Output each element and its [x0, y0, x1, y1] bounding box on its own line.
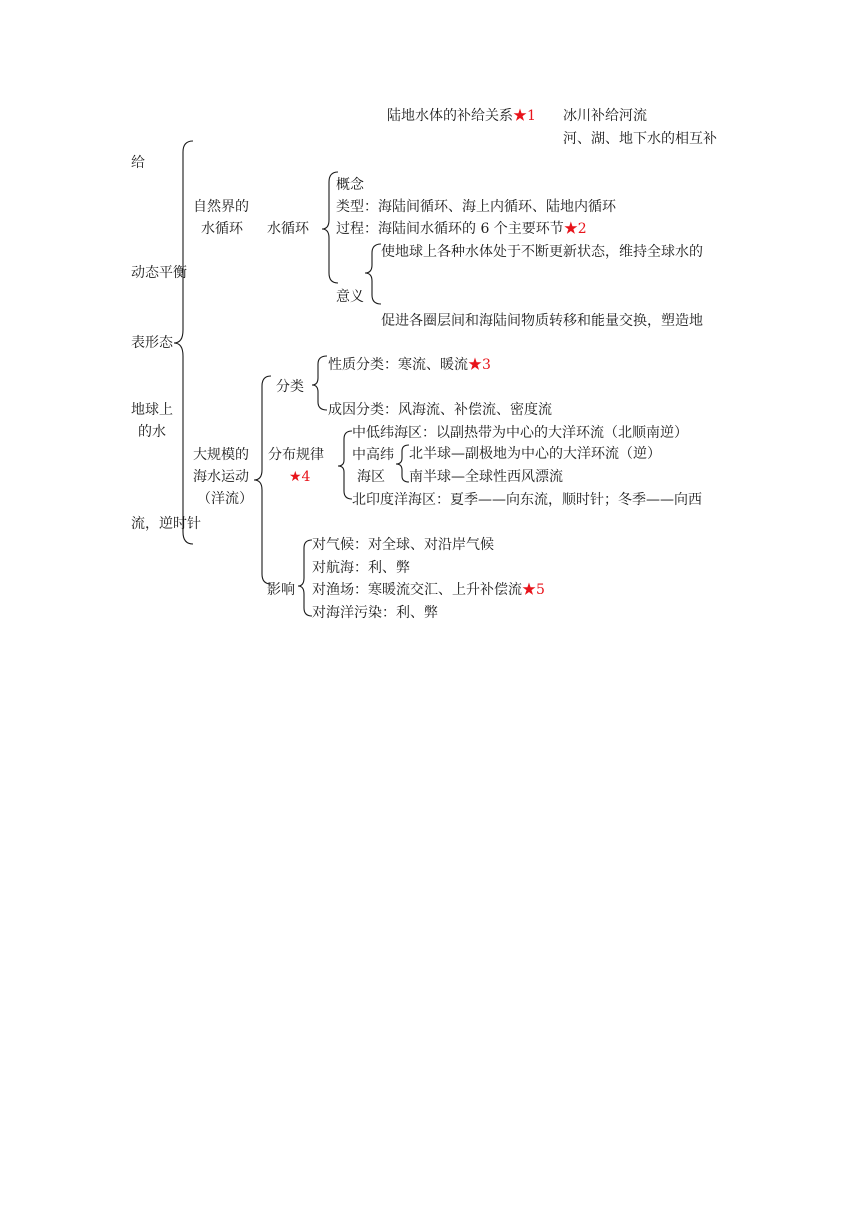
- mid-high-latitude-label: 中高纬: [352, 447, 394, 463]
- supply-relation-title: 陆地水体的补给关系★1: [387, 108, 536, 124]
- mutual-supply-text: 河、湖、地下水的相互补: [563, 131, 717, 147]
- star-marker-2: ★2: [563, 221, 587, 237]
- distribution-label: 分布规律: [268, 447, 324, 463]
- classify-label: 分类: [276, 379, 304, 395]
- low-latitude-item: 中低纬海区：以副热带为中心的大洋环流（北顺南逆）: [352, 425, 688, 441]
- navigation-impact-item: 对航海：利、弊: [312, 560, 410, 576]
- cause-classify-item: 成因分类：风海流、补偿流、密度流: [328, 402, 552, 418]
- impact-brace: [298, 540, 312, 616]
- ocean-label-2: 海水运动: [193, 469, 249, 485]
- left-fragment-balance: 动态平衡: [131, 265, 187, 281]
- meaning-line-2: 促进各圈层间和海陆间物质转移和能量交换，塑造地: [381, 313, 703, 329]
- types-item: 类型：海陆间循环、海上内循环、陆地内循环: [336, 199, 616, 215]
- left-fragment-give: 给: [131, 155, 145, 171]
- left-fragment-current: 流，逆时针: [131, 516, 201, 532]
- process-item: 过程：海陆间水循环的 6 个主要环节★2: [336, 221, 587, 237]
- meaning-brace: [365, 244, 381, 304]
- star-marker-3: ★3: [468, 357, 491, 373]
- star-marker-5: ★5: [522, 582, 545, 598]
- glacier-supply-text: 冰川补给河流: [563, 108, 647, 124]
- main-brace: [174, 141, 193, 544]
- star-marker-1: ★1: [513, 108, 536, 124]
- classify-brace: [312, 356, 327, 410]
- mid-high-sea-label: 海区: [357, 469, 385, 485]
- impact-label: 影响: [267, 582, 295, 598]
- ocean-label-1: 大规模的: [193, 447, 249, 463]
- north-indian-item: 北印度洋海区：夏季——向东流，顺时针；冬季——向西: [352, 492, 702, 508]
- ocean-brace: [254, 376, 271, 584]
- meaning-item: 意义: [336, 289, 364, 305]
- climate-impact-item: 对气候：对全球、对沿岸气候: [312, 537, 494, 553]
- ocean-label-3: （洋流）: [197, 491, 253, 507]
- concept-item: 概念: [336, 177, 364, 193]
- distribution-brace: [338, 431, 352, 499]
- left-fragment-water: 的水: [138, 424, 166, 440]
- star-marker-4: ★4: [289, 469, 311, 485]
- pollution-impact-item: 对海洋污染：利、弊: [312, 605, 438, 621]
- natural-cycle-label-2: 水循环: [201, 221, 243, 237]
- south-hemisphere-item: 南半球—全球性西风漂流: [409, 469, 563, 485]
- natural-cycle-label-1: 自然界的: [193, 199, 249, 215]
- hemisphere-brace: [396, 445, 409, 482]
- left-fragment-earth: 地球上: [131, 402, 173, 418]
- left-fragment-form: 表形态: [131, 335, 173, 351]
- meaning-line-1: 使地球上各种水体处于不断更新状态，维持全球水的: [381, 244, 703, 260]
- water-cycle-label: 水循环: [267, 221, 309, 237]
- nature-classify-item: 性质分类：寒流、暖流★3: [328, 357, 491, 373]
- fishery-impact-item: 对渔场：寒暖流交汇、上升补偿流★5: [312, 582, 545, 598]
- north-hemisphere-item: 北半球—副极地为中心的大洋环流（逆）: [409, 446, 661, 462]
